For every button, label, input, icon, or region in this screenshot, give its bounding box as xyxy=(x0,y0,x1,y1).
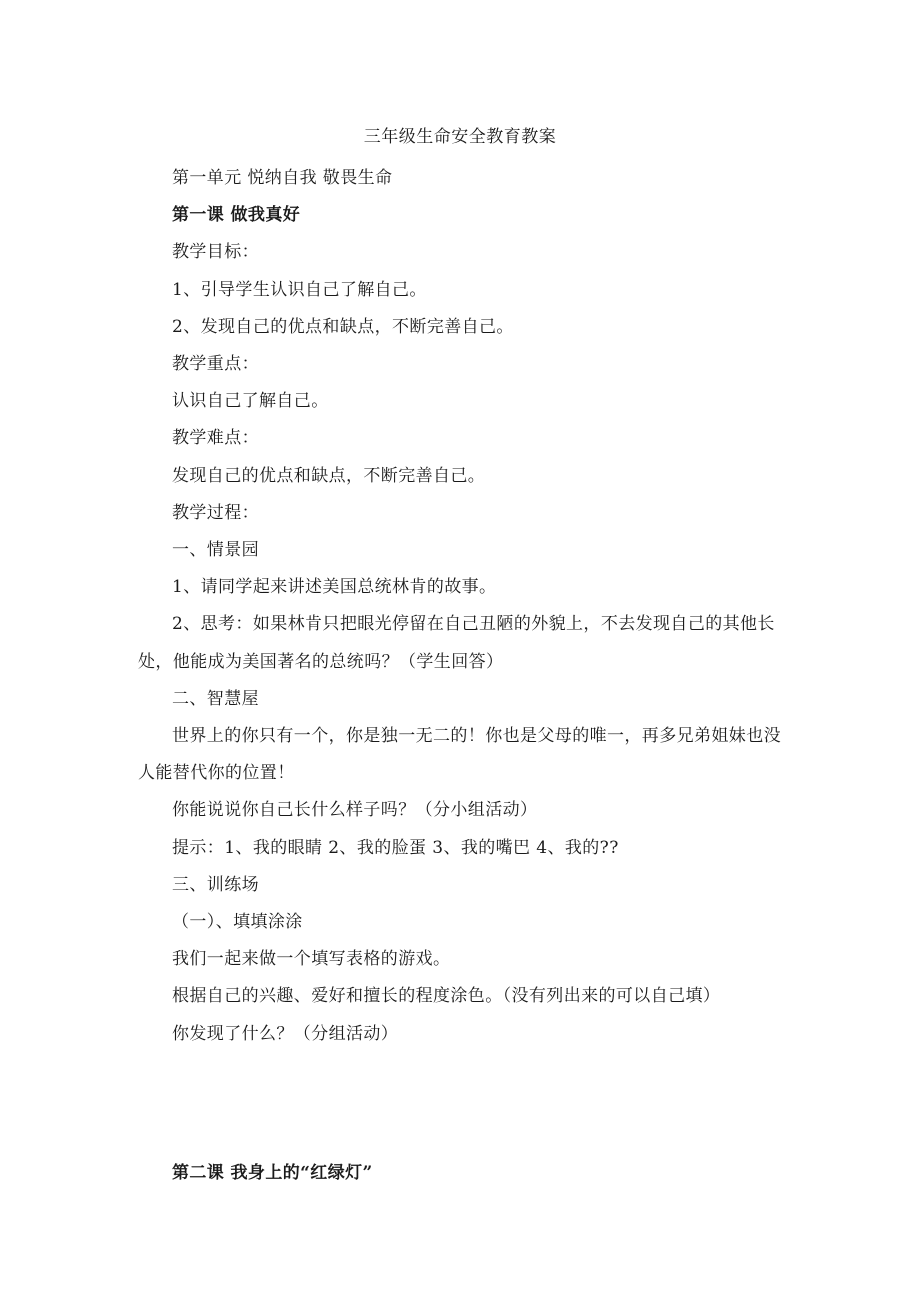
paragraph: 教学过程： xyxy=(172,502,259,523)
document-title: 三年级生命安全教育教案 xyxy=(363,127,557,147)
paragraph: 第一单元 悦纳自我 敬畏生命 xyxy=(172,168,393,188)
paragraph: 三、训练场 xyxy=(172,874,259,895)
paragraph: 教学目标： xyxy=(172,242,259,263)
paragraph: 教学重点： xyxy=(172,354,259,375)
paragraph: 认识自己了解自己。 xyxy=(172,391,329,412)
paragraph: 提示：1、我的眼睛 2、我的脸蛋 3、我的嘴巴 4、我的?? xyxy=(172,837,619,858)
paragraph: 你能说说你自己长什么样子吗？（分小组活动） xyxy=(172,800,538,821)
paragraph: 教学难点： xyxy=(172,428,259,449)
lesson-2-heading: 第二课 我身上的“红绿灯” xyxy=(172,1163,373,1183)
paragraph: 二、智慧屋 xyxy=(172,688,259,709)
paragraph: 2、思考：如果林肯只把眼光停留在自己丑陋的外貌上，不去发现自己的其他长处，他能成为美国著名的总统吗？（学生回答） xyxy=(138,614,775,672)
paragraph: 你发现了什么？（分组活动） xyxy=(172,1023,399,1044)
paragraph: （一）、填填涂涂 xyxy=(172,912,303,933)
paragraph: 1、引导学生认识自己了解自己。 xyxy=(172,279,427,300)
document-body xyxy=(138,160,790,1053)
paragraph: 一、情景园 xyxy=(172,540,259,561)
paragraph: 2、发现自己的优点和缺点，不断完善自己。 xyxy=(172,316,514,337)
lesson-heading: 第一课 做我真好 xyxy=(172,205,301,226)
paragraph: 世界上的你只有一个，你是独一无二的！你也是父母的唯一，再多兄弟姐妹也没人能替代你的位置！ xyxy=(138,726,781,784)
paragraph: 发现自己的优点和缺点，不断完善自己。 xyxy=(172,465,486,486)
paragraph: 根据自己的兴趣、爱好和擅长的程度涂色。（没有列出来的可以自己填） xyxy=(172,986,721,1007)
paragraph: 我们一起来做一个填写表格的游戏。 xyxy=(172,949,451,970)
paragraph: 1、请同学起来讲述美国总统林肯的故事。 xyxy=(172,577,497,598)
